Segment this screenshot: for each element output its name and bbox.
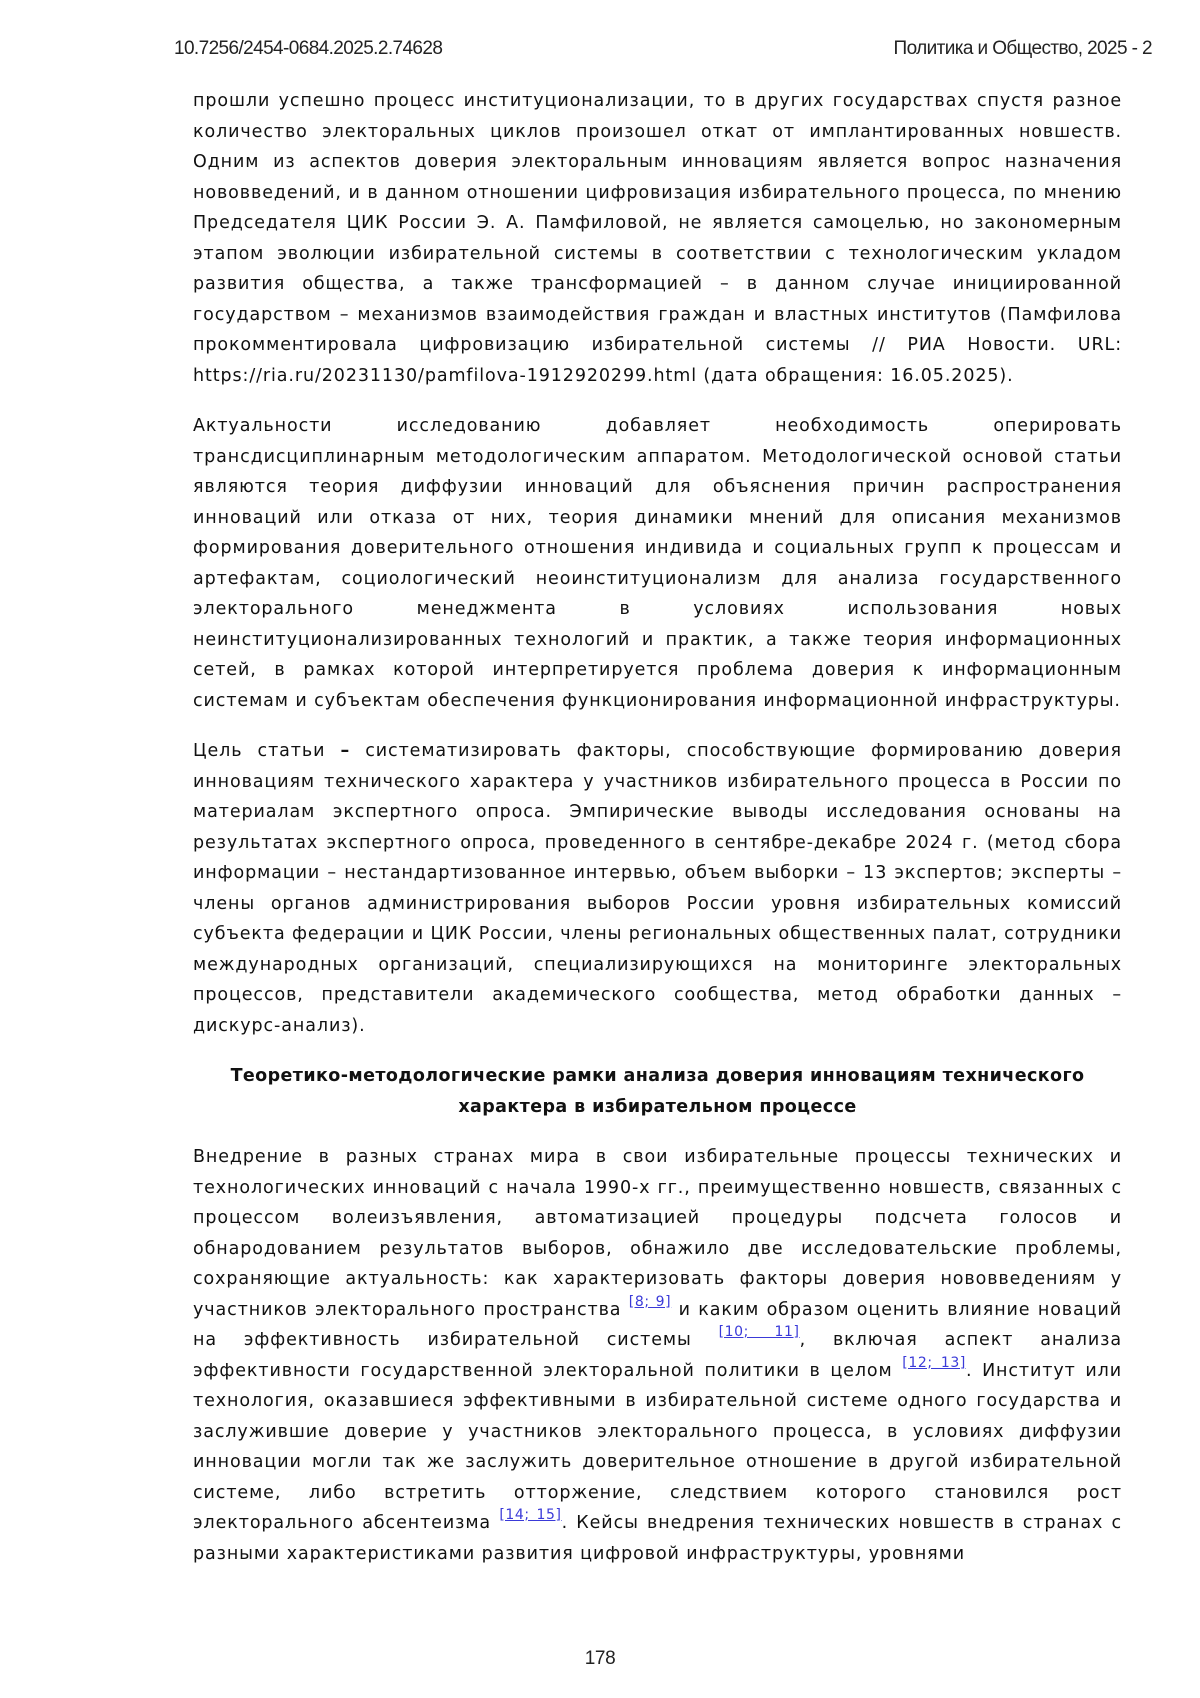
citation-link-10-11[interactable]: [10; 11] [719,1324,800,1340]
p4-text-1: Внедрение в разных странах мира в свои избирательные процессы технических и технологических инноваций с начала 1990-х гг., преимущественно новшеств, связанных с процессом волеизъявления, автоматизацией процедуры подсчета голосов и обнародованием результатов выборов, обнажило две исследовательские проблемы, сохраняющие актуальность: как характеризовать факторы доверия нововведениям у участников электорального пространства [193,1147,1122,1320]
doi-text: 10.7256/2454-0684.2025.2.74628 [174,38,442,60]
p4-text-2: и каким образом оценить влияние новаций на эффективность избирательной системы [193,1300,1122,1351]
journal-issue-text: Политика и Общество, 2025 - 2 [894,38,1152,60]
article-body [193,86,1122,1589]
goal-lead-text: Цель статьи [193,741,325,761]
paragraph-innovation-diffusion [193,1142,1122,1569]
section-heading: Теоретико-методологические рамки анализа доверия инновациям технического характера в избирательном процессе [193,1061,1122,1122]
p4-text-3: , включая аспект анализа эффективности государственной электоральной политики в целом [193,1330,1122,1381]
goal-body-text: систематизировать факторы, способствующие формированию доверия инновациям технического характера у участников избирательного процесса в России по материалам экспертного опроса. Эмпирические выводы исследования основаны на результатах экспертного опроса, проведенного в сентябре-декабре 2024 г. (метод сбора информации – нестандартизованное интервью, объем выборки – 13 экспертов; эксперты – члены органов администрирования выборов России уровня избирательных комиссий субъекта федерации и ЦИК России, члены региональных общественных палат, сотрудники международных организаций, специализирующихся на мониторинге электоральных процессов, представители академического сообщества, метод обработки данных – дискурс-анализ). [193,741,1122,1036]
page-header [174,38,1152,64]
citation-link-14-15[interactable]: [14; 15] [499,1507,561,1523]
page-number: 178 [0,1648,1200,1670]
paragraph-goal [193,736,1122,1041]
citation-link-8-9[interactable]: [8; 9] [629,1294,671,1310]
p4-text-5: . Кейсы внедрения технических новшеств в странах с разными характеристиками развития цифровой инфраструктуры, уровнями [193,1513,1122,1564]
goal-dash-mark: – [340,741,350,761]
paragraph-relevance: Актуальности исследованию добавляет необходимость оперировать трансдисциплинарным методологическим аппаратом. Методологической основой статьи являются теория диффузии инноваций для объяснения причин распространения инноваций или отказа от них, теория динамики мнений для описания механизмов формирования доверительного отношения индивида и социальных групп к процессам и артефактам, социологический неоинституционализм для анализа государственного электорального менеджмента в условиях использования новых неинституционализированных технологий и практик, а также теория информационных сетей, в рамках которой интерпретируется проблема доверия к информационным системам и субъектам обеспечения функционирования информационной инфраструктуры. [193,411,1122,716]
p4-text-4: . Институт или технология, оказавшиеся эффективными в избирательной системе одного государства и заслужившие доверие у участников электорального процесса, в условиях диффузии инновации могли так же заслужить доверительное отношение в другой избирательной системе, либо встретить отторжение, следствием которого становился рост электорального абсентеизма [193,1361,1122,1534]
citation-link-12-13[interactable]: [12; 13] [902,1355,966,1371]
paragraph-institutionalization: прошли успешно процесс институционализации, то в других государствах спустя разное количество электоральных циклов произошел откат от имплантированных новшеств. Одним из аспектов доверия электоральным инновациям является вопрос назначения нововведений, и в данном отношении цифровизация избирательного процесса, по мнению Председателя ЦИК России Э. А. Памфиловой, не является самоцелью, но закономерным этапом эволюции избирательной системы в соответствии с технологическим укладом развития общества, а также трансформацией – в данном случае инициированной государством – механизмов взаимодействия граждан и властных институтов (Памфилова прокомментировала цифровизацию избирательной системы // РИА Новости. URL: https://ria.ru/20231130/pamfilova-1912920299.html (дата обращения: 16.05.2025). [193,86,1122,391]
